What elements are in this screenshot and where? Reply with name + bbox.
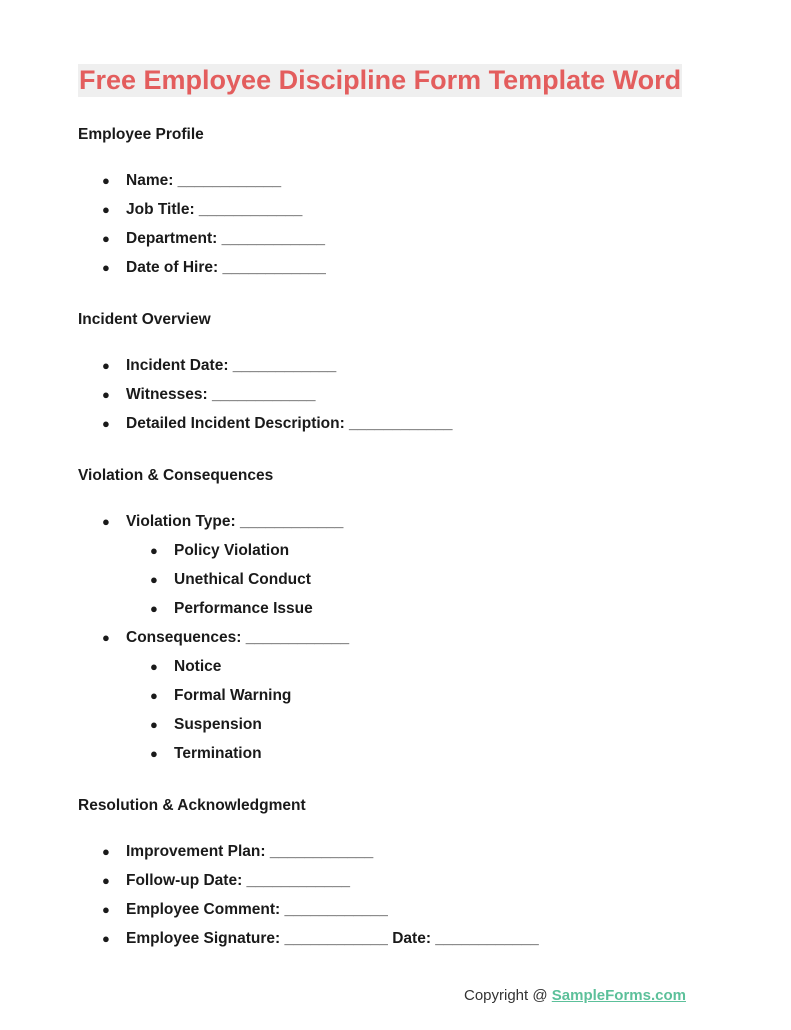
- bullet-icon: ●: [102, 202, 110, 217]
- bullet-icon: ●: [102, 387, 110, 402]
- bullet-icon: ●: [150, 746, 158, 761]
- bullet-icon: ●: [102, 902, 110, 917]
- section-heading: Incident Overview: [78, 311, 211, 328]
- copyright-footer: [464, 986, 686, 1006]
- brand-link[interactable]: SampleForms.com: [551, 987, 686, 1004]
- field-label: Employee Comment: ____________: [126, 901, 388, 918]
- option-label: Notice: [174, 658, 222, 675]
- bullet-icon: ●: [102, 931, 110, 946]
- field-label: Witnesses: ____________: [126, 386, 316, 403]
- option-item: [78, 652, 718, 681]
- option-item: [78, 710, 718, 739]
- bullet-icon: ●: [102, 231, 110, 246]
- form-field: [78, 380, 718, 409]
- field-label: Violation Type: ____________: [126, 513, 344, 530]
- bullet-icon: ●: [150, 659, 158, 674]
- bullet-icon: ●: [102, 416, 110, 431]
- bullet-icon: ●: [150, 601, 158, 616]
- section-heading: Violation & Consequences: [78, 467, 274, 484]
- field-label: Date of Hire: ____________: [126, 259, 326, 276]
- bullet-icon: ●: [102, 260, 110, 275]
- option-item: [78, 565, 718, 594]
- field-list: [78, 837, 718, 953]
- form-field: [78, 895, 718, 924]
- field-label: Job Title: ____________: [126, 201, 303, 218]
- form-section: [78, 310, 718, 438]
- field-label: Detailed Incident Description: ____________: [126, 415, 453, 432]
- bullet-icon: ●: [102, 358, 110, 373]
- bullet-icon: ●: [150, 717, 158, 732]
- form-section: [78, 125, 718, 282]
- option-label: Policy Violation: [174, 542, 290, 559]
- bullet-icon: ●: [102, 844, 110, 859]
- form-field: [78, 507, 718, 536]
- bullet-icon: ●: [102, 873, 110, 888]
- form-field: [78, 351, 718, 380]
- form-section: [78, 466, 718, 768]
- section-heading: Employee Profile: [78, 126, 204, 143]
- form-section: [78, 796, 718, 953]
- form-field: [78, 195, 718, 224]
- bullet-icon: ●: [102, 630, 110, 645]
- bullet-icon: ●: [150, 543, 158, 558]
- bullet-icon: ●: [102, 514, 110, 529]
- form-field: [78, 253, 718, 282]
- option-item: [78, 739, 718, 768]
- bullet-icon: ●: [102, 173, 110, 188]
- bullet-icon: ●: [150, 688, 158, 703]
- field-list: [78, 507, 718, 768]
- field-list: [78, 351, 718, 438]
- document-page: [78, 64, 718, 953]
- field-label: Improvement Plan: ____________: [126, 843, 374, 860]
- form-field: [78, 409, 718, 438]
- option-label: Unethical Conduct: [174, 571, 311, 588]
- form-field: [78, 924, 718, 953]
- form-field: [78, 224, 718, 253]
- option-item: [78, 536, 718, 565]
- field-label: Department: ____________: [126, 230, 326, 247]
- field-label: Name: ____________: [126, 172, 282, 189]
- field-label: Incident Date: ____________: [126, 357, 337, 374]
- option-label: Formal Warning: [174, 687, 292, 704]
- option-label: Performance Issue: [174, 600, 313, 617]
- bullet-icon: ●: [150, 572, 158, 587]
- field-label: Follow-up Date: ____________: [126, 872, 350, 889]
- form-field: [78, 623, 718, 652]
- field-label: Consequences: ____________: [126, 629, 350, 646]
- option-label: Suspension: [174, 716, 262, 733]
- page-title: Free Employee Discipline Form Template Word: [79, 65, 682, 95]
- field-list: [78, 166, 718, 282]
- copyright-text: Copyright @: [464, 987, 552, 1004]
- field-label: Employee Signature: ____________ Date: ____________: [126, 930, 539, 947]
- section-heading: Resolution & Acknowledgment: [78, 797, 306, 814]
- option-item: [78, 681, 718, 710]
- form-sections: [78, 125, 718, 953]
- option-item: [78, 594, 718, 623]
- form-field: [78, 866, 718, 895]
- form-field: [78, 166, 718, 195]
- option-label: Termination: [174, 745, 262, 762]
- form-field: [78, 837, 718, 866]
